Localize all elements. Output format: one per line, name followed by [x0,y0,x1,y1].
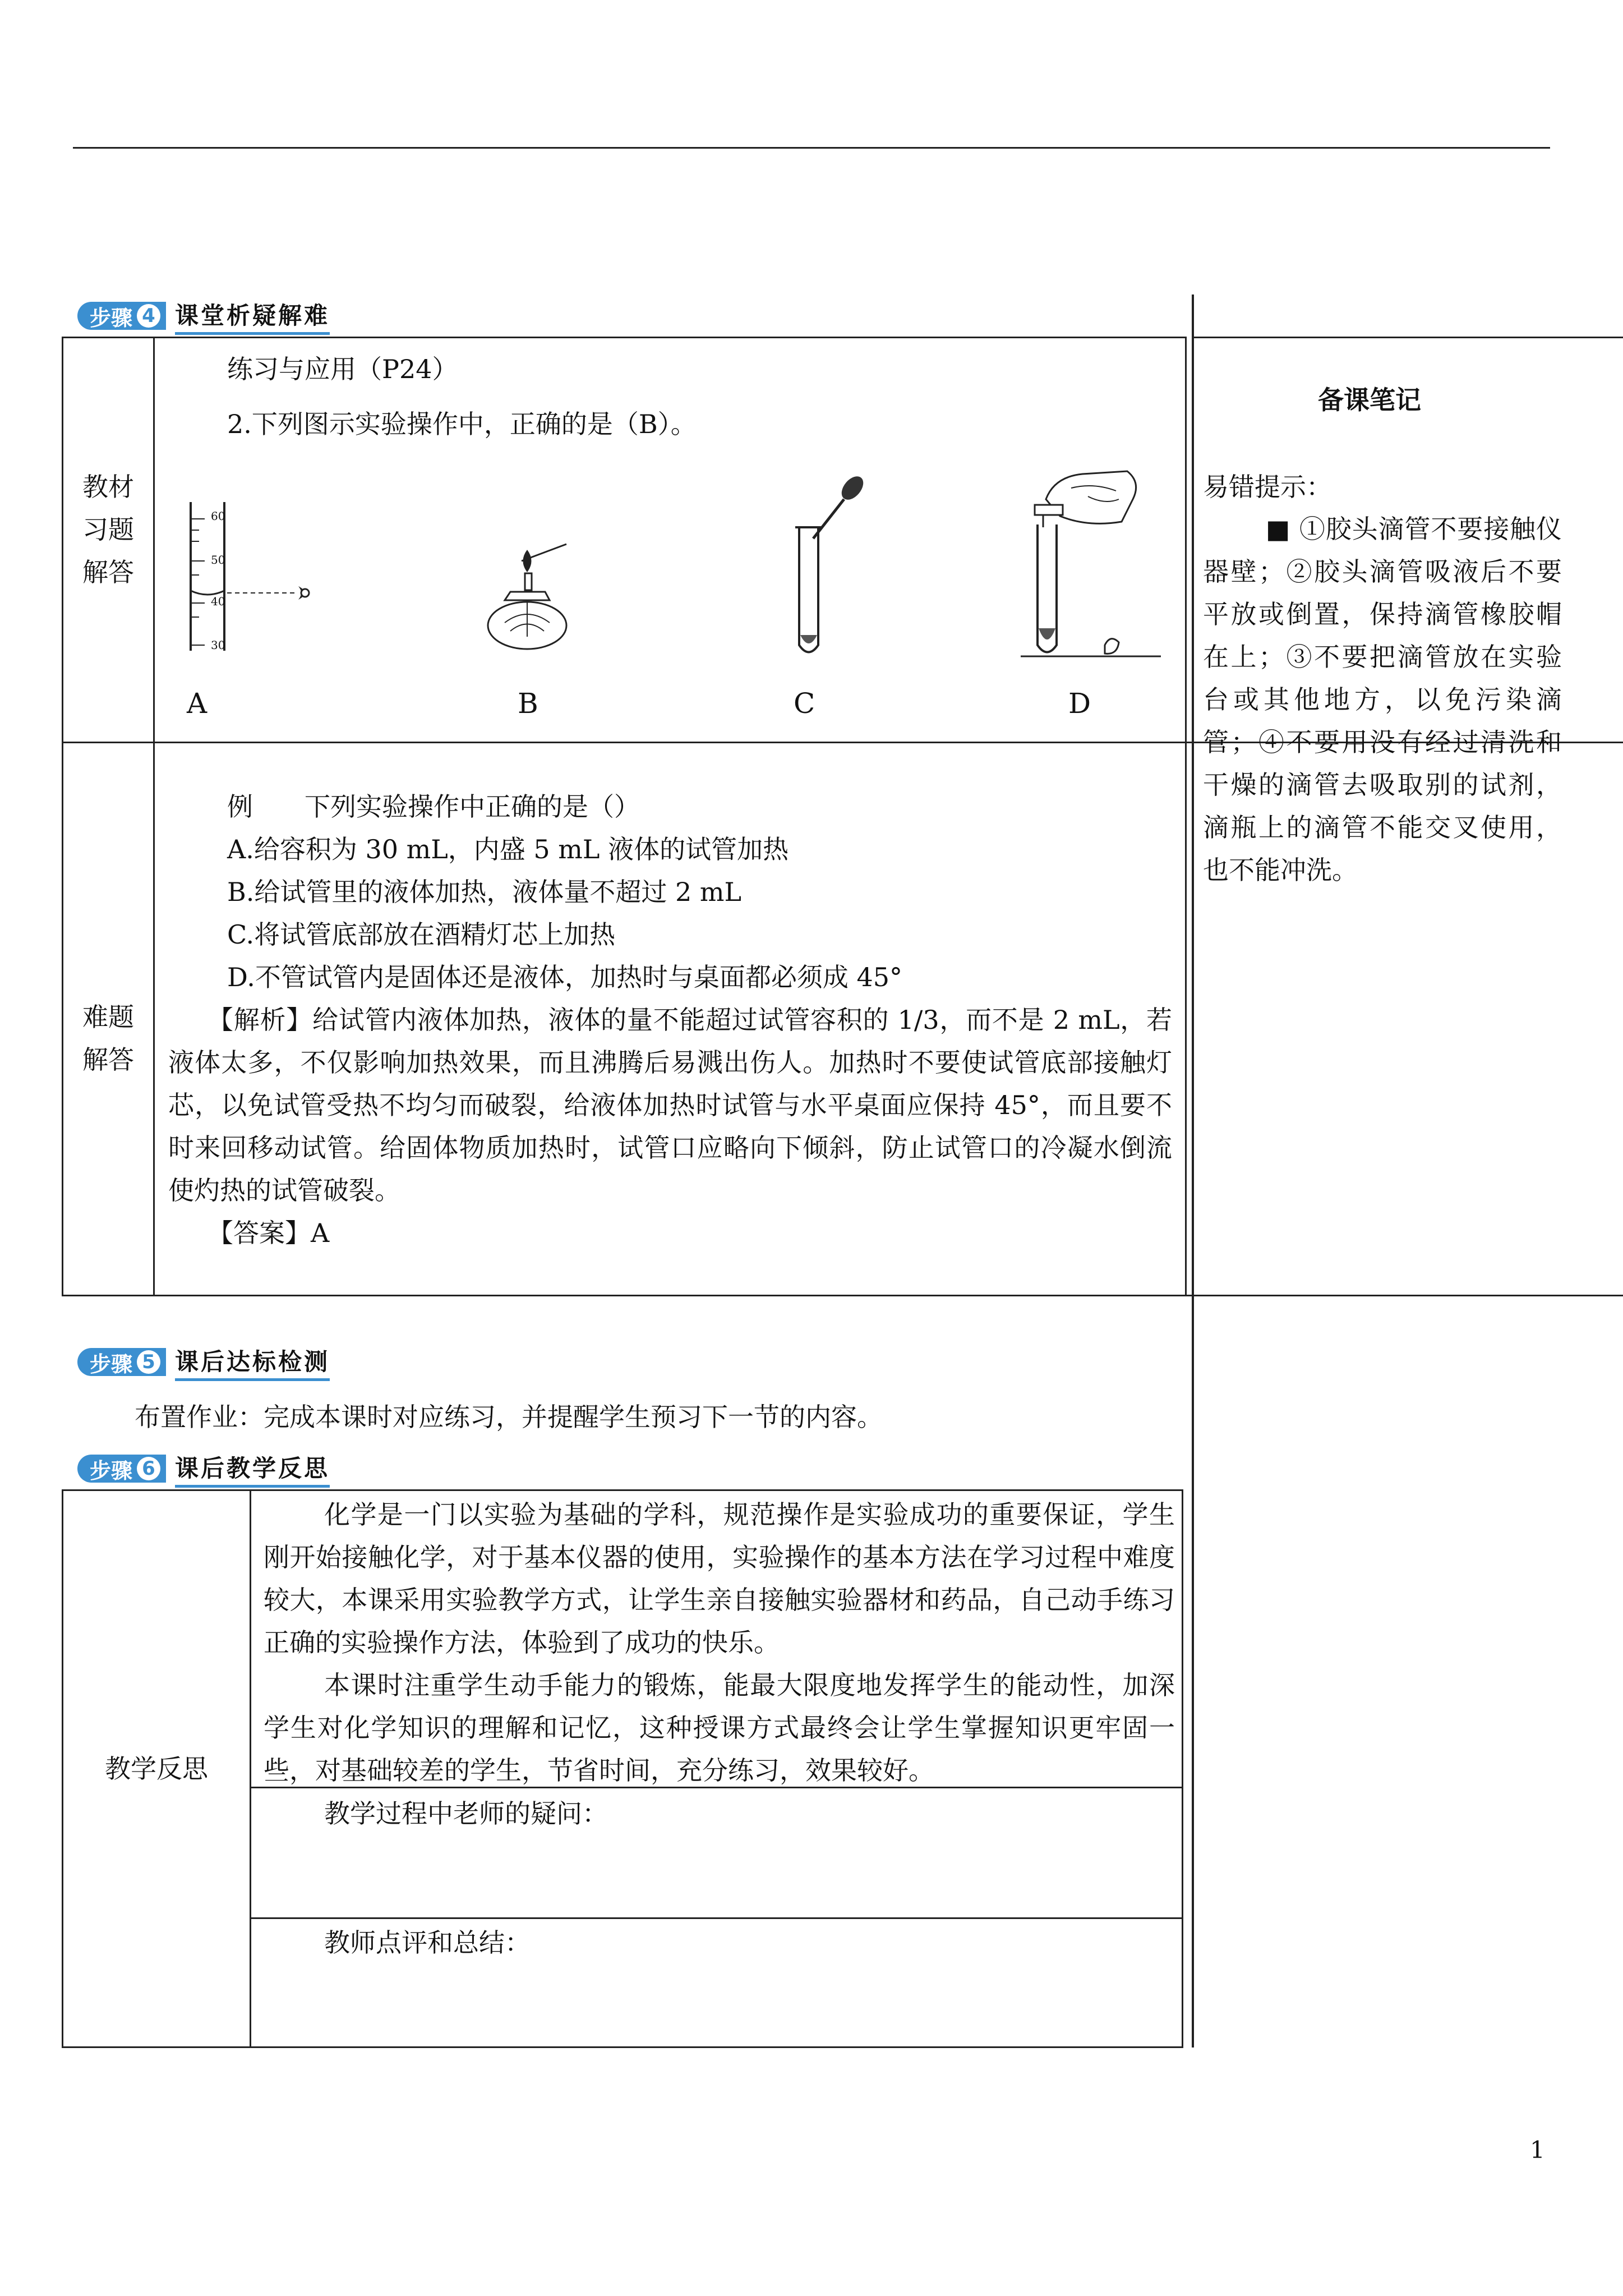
notes-body: ■ ①胶头滴管不要接触仪器壁；②胶头滴管吸液后不要平放或倒置，保持滴管橡胶帽在上；③不要把滴管放在实验台或其他地方，以免污染滴管；④不要用没有经过清洗和干燥的滴管去吸取别的试剂，滴瓶上的滴管不能交叉使用，也不能冲洗。 [1203,514,1562,885]
notes-subtitle: 易错提示： [1203,472,1332,502]
example-question: 例 下列实验操作中正确的是（） [227,792,640,822]
figure-label-a: A [187,687,208,720]
cylinder-tick-60: 60 [211,509,225,523]
cylinder-tick-30: 30 [211,638,225,652]
figure-d-pouring-liquid [1021,466,1166,668]
reflection-row-label: 教学反思 [105,1754,208,1784]
textbook-line1: 练习与应用（P24） [227,354,458,384]
teacher-summary-label: 教师点评和总结： [324,1927,531,1958]
option-d: D.不管试管内是固体还是液体，加热时与桌面都必须成 45° [227,962,903,992]
figure-c-test-tube-dropper [768,471,880,662]
step6-title: 课后教学反思 [175,1450,330,1488]
homework-text: 布置作业：完成本课时对应练习，并提醒学生预习下一节的内容。 [135,1402,883,1432]
answer-text: 【答案】A [208,1218,330,1248]
step6-number: 6 [137,1457,160,1480]
figure-b-alcohol-lamp [471,539,594,662]
analysis-text: 【解析】给试管内液体加热，液体的量不能超过试管容积的 1/3，而不是 2 mL，若液体太多，不仅影响加热效果，而且沸腾后易溅出伤人。加热时不要使试管底部接触灯芯，以免试管受热不均匀而破裂，给液体加热时试管与水平桌面应保持 45°，而且要不时来回移动试管。给固体物质加热时，试管口应略向下倾斜，防止试管口的冷凝水倒流使灼热的试管破裂。 [168,1005,1172,1205]
figure-label-b: B [518,687,538,720]
figure-label-d: D [1068,687,1091,720]
header-rule [73,147,1550,149]
notes-title: 备课笔记 [1318,385,1421,415]
page-number: 1 [1530,2136,1545,2164]
notes-column-divider [1192,295,1194,2047]
teacher-question-label: 教学过程中老师的疑问： [324,1798,608,1829]
figure-a-cylinder [179,502,336,665]
cylinder-tick-40: 40 [211,595,225,608]
option-b: B.给试管里的液体加热，液体量不超过 2 mL [227,877,742,907]
textbook-line2: 2.下列图示实验操作中，正确的是（B）。 [227,409,697,439]
step4-heading: 步骤 4 课堂析疑解难 [77,300,330,332]
step4-title: 课堂析疑解难 [175,297,330,335]
textbook-row-label: 教材 习题 解答 [82,472,134,587]
step4-number: 4 [137,304,160,328]
option-c: C.将试管底部放在酒精灯芯上加热 [227,919,616,950]
step5-title: 课后达标检测 [175,1343,330,1381]
option-a: A.给容积为 30 mL，内盛 5 mL 液体的试管加热 [227,834,789,864]
step5-heading: 步骤 5 课后达标检测 [77,1346,330,1378]
reflection-paragraph-2: 本课时注重学生动手能力的锻炼，能最大限度地发挥学生的能动性，加深学生对化学知识的理解和记忆，这种授课方式最终会让学生掌握知识更牢固一些，对基础较差的学生，节省时间，充分练习，效果较好。 [264,1670,1175,1786]
cylinder-tick-50: 50 [211,553,225,567]
step6-heading: 步骤 6 课后教学反思 [77,1453,330,1484]
figure-label-c: C [794,687,815,720]
step5-number: 5 [137,1350,160,1374]
difficult-row-label: 难题 解答 [82,1002,134,1075]
reflection-paragraph-1: 化学是一门以实验为基础的学科，规范操作是实验成功的重要保证，学生刚开始接触化学，对于基本仪器的使用，实验操作的基本方法在学习过程中难度较大，本课采用实验教学方式，让学生亲自接触实验器材和药品，自己动手练习正确的实验操作方法，体验到了成功的快乐。 [264,1499,1175,1658]
